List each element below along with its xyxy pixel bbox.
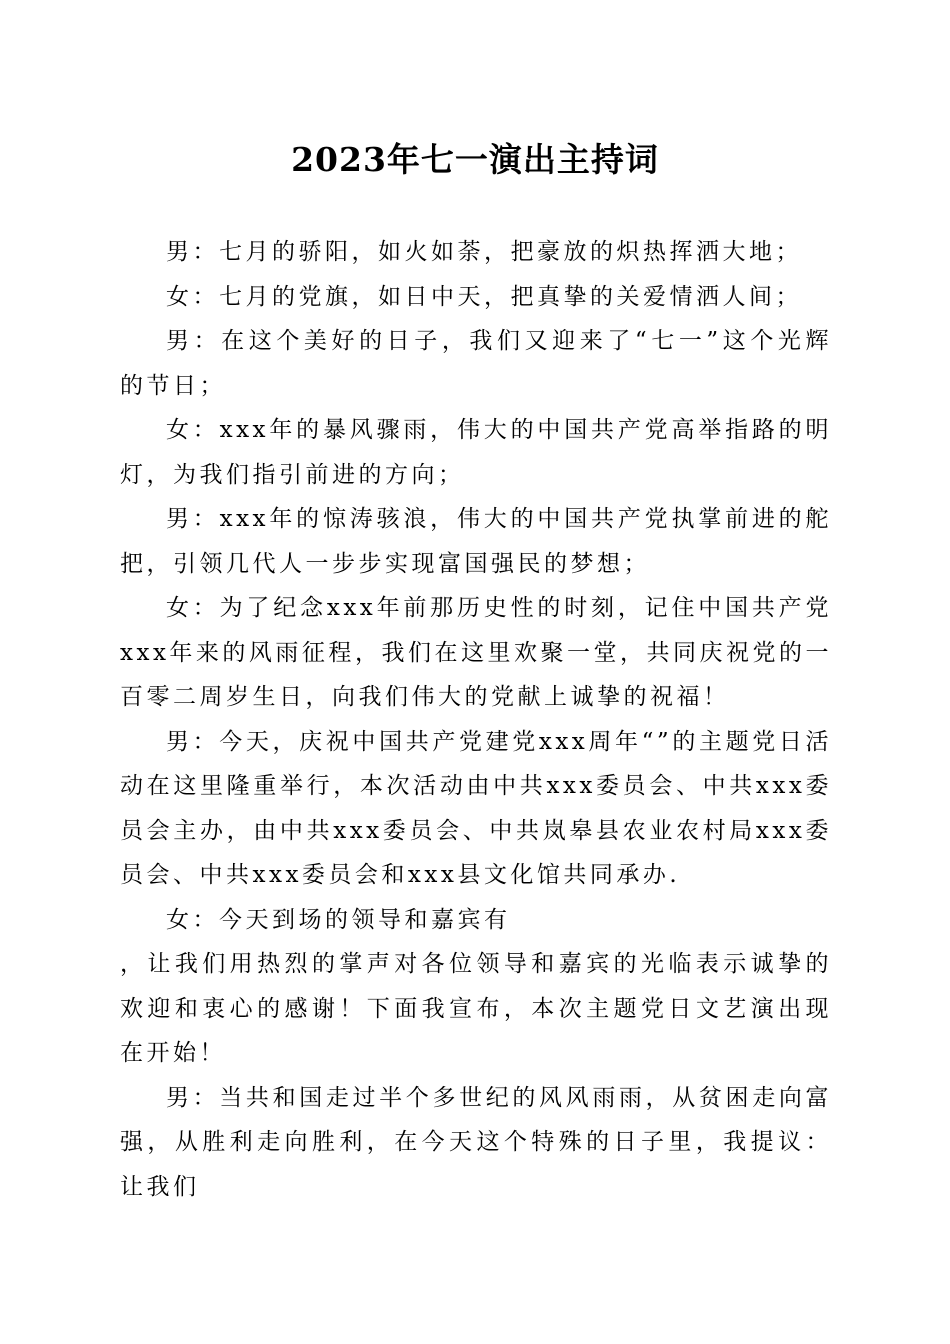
paragraph: 女：七月的党旗，如日中天，把真挚的关爱情洒人间； [166,283,802,310]
paragraph: 女：xxx年的暴风骤雨，伟大的中国共产党高举指路的明灯，为我们指引前进的方向； [120,417,832,488]
paragraph: 女：今天到场的领导和嘉宾有 [166,906,511,933]
document-body [120,230,832,1209]
paragraph: 男：xxx年的惊涛骇浪，伟大的中国共产党执掌前进的舵把，引领几代人一步步实现富国强民的梦想； [120,506,832,577]
paragraph: 男：在这个美好的日子，我们又迎来了“七一”这个光辉的节日； [120,328,832,399]
paragraph: 男：今天，庆祝中国共产党建党xxx周年“”的主题党日活动在这里隆重举行，本次活动由中共xxx委员会、中共xxx委员会主办，由中共xxx委员会、中共岚皋县农业农村局xxx委员会、中共xxx委员会和xxx县文化馆共同承办. [120,728,832,888]
paragraph: 男：当共和国走过半个多世纪的风风雨雨，从贫困走向富强，从胜利走向胜利，在今天这个特殊的日子里，我提议：让我们 [120,1084,832,1200]
document-title: 2023年七一演出主持词 [291,140,659,179]
paragraph: 女：为了纪念xxx年前那历史性的时刻，记住中国共产党xxx年来的风雨征程，我们在这里欢聚一堂，共同庆祝党的一百零二周岁生日，向我们伟大的党献上诚挚的祝福！ [120,595,832,710]
paragraph: 男：七月的骄阳，如火如荼，把豪放的炽热挥洒大地； [166,239,802,265]
paragraph: ，让我们用热烈的掌声对各位领导和嘉宾的光临表示诚挚的欢迎和衷心的感谢！下面我宣布，本次主题党日文艺演出现在开始！ [120,951,832,1066]
